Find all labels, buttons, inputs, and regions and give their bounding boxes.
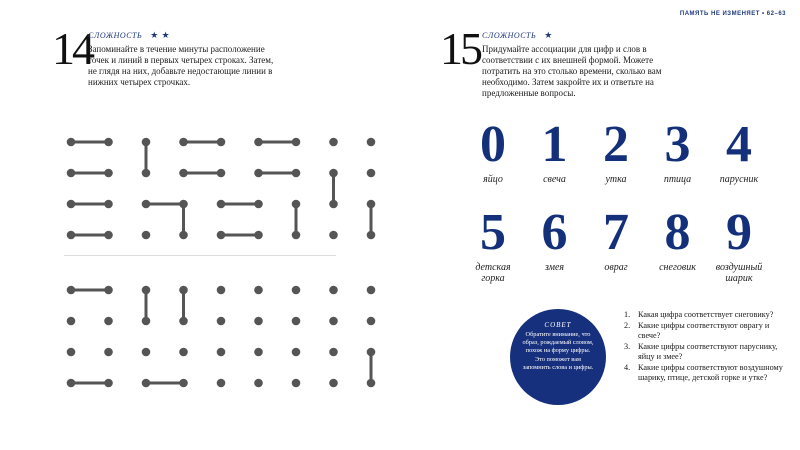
question-number: 4. [624,363,631,372]
memory-grid-dot [254,200,263,209]
memory-grid-dot [217,200,226,209]
tip-text: Обратите внимание, что образ, рождаемый словом, похож на форму цифры. Это поможет вам запомнить слова и цифры. [522,331,594,371]
memory-grid-dot [329,169,338,178]
recall-grid-dot [142,348,151,357]
memory-grid-dot [142,169,151,178]
recall-grid-dot [67,317,76,326]
memory-grid-dot [142,231,151,240]
digit-cell [647,116,709,185]
digit-cell [585,204,647,273]
memory-grid-dot [104,169,113,178]
recall-grid-dot [217,317,226,326]
recall-grid-dot [217,379,226,388]
digit-cell [585,116,647,185]
memory-grid-dot [292,138,301,147]
memory-grid-dot [179,200,188,209]
grid-divider [64,255,336,256]
digit-cell [462,204,524,284]
difficulty-label: СЛОЖНОСТЬ [482,31,537,40]
digit-word: снеговик [659,262,696,273]
memory-grid-dot [67,169,76,178]
memory-grid-dot [367,200,376,209]
recall-grid-dot [179,317,188,326]
memory-grid-dot [292,231,301,240]
memory-grid-dot [217,169,226,178]
recall-grid-dot [254,379,263,388]
question-text: Какие цифры соответствуют паруснику, яйцу и змее? [638,342,778,361]
digit-glyph: 6 [541,204,568,261]
digit-word: овраг [604,262,628,273]
recall-grid-dot [367,348,376,357]
recall-grid-dot [104,379,113,388]
recall-grid-dot [217,348,226,357]
digit-cell [647,204,709,273]
recall-grid-dot [104,348,113,357]
digit-glyph: 4 [726,116,752,173]
difficulty-stars: ★ ★ [150,30,171,40]
recall-grid-dot [179,379,188,388]
recall-grid-dot [254,286,263,295]
digit-glyph: 1 [541,116,568,173]
question-item [624,363,784,383]
recall-grid-dot [142,379,151,388]
memory-grid-dot [367,169,376,178]
recall-grid-dot [67,286,76,295]
memory-grid-dot [254,169,263,178]
memory-grid-dot [67,138,76,147]
memory-grid-dot [292,200,301,209]
recall-grid-dot [104,286,113,295]
running-header: ПАМЯТЬ НЕ ИЗМЕНЯЕТ • 62–63 [679,11,786,17]
recall-grid-dot [254,348,263,357]
puzzle-15-difficulty [482,30,553,41]
memory-grid-dot [179,169,188,178]
digit-cell [708,204,770,284]
puzzle-15-instructions: Придумайте ассоциации для цифр и слов в соответствии с их внешней формой. Можете потратить на это столько времени, сколько вам необходимо. Затем закройте их и ответьте на предложенные вопросы. [482,44,662,98]
digit-cell [462,116,524,185]
memory-grid-dot [217,231,226,240]
digit-cell [708,116,770,185]
recall-grid-dot [217,286,226,295]
digit-word: утка [605,174,627,185]
digit-cell [524,204,586,273]
recall-grid-dot [292,317,301,326]
digit-cell [524,116,586,185]
digit-glyph: 8 [664,204,691,261]
memory-grid-dot [367,138,376,147]
recall-grid-dot [292,348,301,357]
recall-grid-dot [179,348,188,357]
memory-grid-dot [292,169,301,178]
recall-grid-dot [142,286,151,295]
recall-grid-dot [179,286,188,295]
digit-glyph: 5 [480,204,506,261]
puzzle-14-instructions: Запоминайте в течение минуты расположение точек и линий в первых четырех строках. Затем, не глядя на них, добавьте недостающие линии в нижних четырех строчках. [88,44,274,87]
recall-grid-dot [292,286,301,295]
question-text: Какие цифры соответствуют оврагу и свече? [638,321,770,340]
question-item [624,342,784,362]
tip-title: СОВЕТ [544,321,572,329]
question-item [624,321,784,341]
question-number: 1. [624,310,631,319]
memory-grid-dot [142,200,151,209]
recall-grid-dot [329,286,338,295]
recall-grid-dot [67,379,76,388]
puzzle-14-number: 14 [52,23,92,74]
recall-grid-dot [367,379,376,388]
difficulty-stars: ★ [544,30,553,40]
memory-grid-dot [142,138,151,147]
recall-grid-dot [329,379,338,388]
digit-word: парусник [719,174,759,185]
memory-grid-dot [367,231,376,240]
digit-glyph: 2 [603,116,629,173]
memory-grid-dot [104,200,113,209]
question-item [624,310,784,320]
memory-grid-dot [254,138,263,147]
memory-grid-dot [329,200,338,209]
memory-grid-dot [104,231,113,240]
difficulty-label: СЛОЖНОСТЬ [88,31,143,40]
recall-grid-dot [329,348,338,357]
memory-grid-dot [217,138,226,147]
digit-word: птица [663,174,692,185]
memory-grid-dot [67,231,76,240]
recall-grid-dot [254,317,263,326]
digit-word: свеча [543,174,566,185]
question-text: Какая цифра соответствует снеговику? [638,310,774,319]
digit-word: змея [544,262,565,273]
recall-grid-dot [292,379,301,388]
question-number: 3. [624,342,631,351]
memory-grid-dot [329,138,338,147]
memory-grid-dot [329,231,338,240]
memory-grid-dot [254,231,263,240]
memory-grid-dot [104,138,113,147]
memory-grid-dot [179,231,188,240]
recall-grid-dot [67,348,76,357]
digit-glyph: 0 [480,116,506,173]
question-number: 2. [624,321,631,330]
question-text: Какие цифры соответствуют воздушному шарику, птице, детской горке и утке? [638,363,783,382]
puzzle-15-number: 15 [440,23,480,74]
digit-word: яйцо [483,174,503,185]
digit-word: воздушный шарик [715,262,763,284]
recall-grid-dot [104,317,113,326]
question-list [624,310,784,384]
recall-grid-dot [367,286,376,295]
recall-grid-dot [329,317,338,326]
digit-glyph: 7 [603,204,629,261]
tip-circle [510,309,606,405]
recall-grid-dot [367,317,376,326]
recall-grid-dot [142,317,151,326]
digit-word: детская горка [475,262,511,284]
digit-glyph: 3 [664,116,691,173]
digit-glyph: 9 [726,204,752,261]
memory-grid-dot [179,138,188,147]
memory-grid-dot [67,200,76,209]
